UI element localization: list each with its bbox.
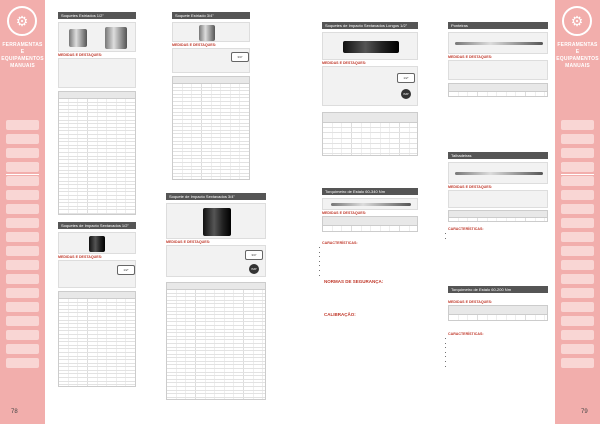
section-label: CARACTERÍSTICAS: (448, 332, 484, 336)
section-tab[interactable] (6, 204, 39, 214)
band-title: FERRAMENTAS E EQUIPAMENTOS MANUAIS (556, 42, 599, 69)
right-side-band (555, 0, 600, 424)
section-tabs (6, 120, 39, 372)
section-tab[interactable] (561, 176, 594, 186)
dimension-drawing: 1/2" IMP (322, 66, 418, 106)
spec-table (166, 282, 266, 400)
section-tab[interactable] (561, 134, 594, 144)
dimension-drawing (448, 60, 548, 80)
section-tab[interactable] (561, 344, 594, 354)
product-title: Soquetes Estriados 1/2" (58, 12, 136, 19)
feature-list (448, 337, 548, 369)
product-title: Torquímetro de Estalo 60-200 Nm (448, 286, 548, 293)
section-label: MEDIDAS E DESTAQUES: (448, 185, 493, 189)
section-label: MEDIDAS E DESTAQUES: (58, 53, 103, 57)
dimension-drawing (448, 190, 548, 208)
spec-table (448, 83, 548, 97)
spec-table (322, 216, 418, 232)
dimension-drawing: 3/4" IMP (166, 245, 266, 277)
product-image (58, 232, 136, 254)
section-label: MEDIDAS E DESTAQUES: (166, 240, 211, 244)
product-impact-sockets-12 (58, 222, 136, 387)
section-tabs (561, 120, 594, 372)
calibration-title: CALIBRAÇÃO: (324, 312, 356, 317)
product-image (322, 198, 418, 210)
feature-list (322, 246, 418, 278)
section-label: MEDIDAS E DESTAQUES: (58, 255, 103, 259)
section-tab[interactable] (6, 162, 39, 172)
section-label: MEDIDAS E DESTAQUES: (322, 61, 367, 65)
product-impact-sockets-34 (166, 193, 266, 400)
section-tab[interactable] (561, 190, 594, 200)
section-tab[interactable] (561, 232, 594, 242)
product-title: Torquímetro de Estalo 60-340 Nm (322, 188, 418, 195)
left-side-band (0, 0, 45, 424)
product-torque-wrench-200 (448, 286, 548, 369)
product-image (448, 162, 548, 184)
section-tab[interactable] (6, 232, 39, 242)
section-tab[interactable] (6, 274, 39, 284)
section-tab[interactable] (561, 120, 594, 130)
product-torque-wrench-340 (322, 188, 418, 278)
spec-table (448, 210, 548, 222)
dimension-drawing: 3/4" (172, 48, 250, 73)
section-tab[interactable] (561, 246, 594, 256)
section-tab[interactable] (6, 218, 39, 228)
product-sockets-12 (58, 12, 136, 215)
safety-notes (324, 278, 416, 338)
section-tab[interactable] (6, 344, 39, 354)
section-label: MEDIDAS E DESTAQUES: (448, 300, 493, 304)
section-tab[interactable] (6, 120, 39, 130)
product-image (166, 203, 266, 239)
product-title: Soquetes de Impacto Sextavados 1/2" (58, 222, 136, 229)
section-tab[interactable] (6, 246, 39, 256)
section-label: CARACTERÍSTICAS: (322, 241, 358, 245)
spec-table (172, 76, 250, 180)
spec-table (322, 112, 418, 156)
section-tab[interactable] (6, 302, 39, 312)
section-tab[interactable] (561, 162, 594, 172)
section-label: MEDIDAS E DESTAQUES: (448, 55, 493, 59)
section-tab[interactable] (6, 358, 39, 368)
section-tab[interactable] (6, 134, 39, 144)
safety-text (324, 285, 416, 305)
section-label: MEDIDAS E DESTAQUES: (172, 43, 217, 47)
gear-logo-icon: ⚙ (562, 6, 592, 36)
section-tab[interactable] (561, 260, 594, 270)
section-tab[interactable] (6, 316, 39, 326)
dimension-drawing: 1/2" (58, 260, 136, 288)
section-tab[interactable] (6, 176, 39, 186)
section-tab[interactable] (561, 316, 594, 326)
page-number-right: 79 (581, 409, 588, 415)
spec-table (58, 91, 136, 215)
spec-table (58, 291, 136, 387)
product-image (58, 22, 136, 52)
dimension-drawing (58, 58, 136, 88)
safety-title: NORMAS DE SEGURANÇA: (324, 279, 384, 284)
product-title: Soquete Estriado 3/4" (172, 12, 250, 19)
section-tab[interactable] (6, 330, 39, 340)
section-tab[interactable] (561, 358, 594, 368)
calibration-text (324, 318, 416, 338)
section-tab[interactable] (561, 274, 594, 284)
product-chisels (448, 152, 548, 241)
section-tab[interactable] (561, 148, 594, 158)
product-image (448, 32, 548, 54)
section-tab[interactable] (6, 148, 39, 158)
spec-table (448, 305, 548, 321)
section-label: CARACTERÍSTICAS: (448, 227, 484, 231)
product-title: Soquetes de Impacto Sextavados Longos 1/2" (322, 22, 418, 29)
section-tab[interactable] (6, 288, 39, 298)
product-title: Soquete de Impacto Sextavados 3/4" (166, 193, 266, 200)
gear-logo-icon: ⚙ (7, 6, 37, 36)
product-long-impact-sockets (322, 22, 418, 156)
page-number-left: 78 (11, 409, 18, 415)
product-chisel-points (448, 22, 548, 97)
section-tab[interactable] (561, 218, 594, 228)
section-tab[interactable] (6, 190, 39, 200)
section-tab[interactable] (6, 260, 39, 270)
section-tab[interactable] (561, 204, 594, 214)
product-title: Ponteiras (448, 22, 548, 29)
band-title: FERRAMENTAS E EQUIPAMENTOS MANUAIS (1, 42, 44, 69)
product-title: Talhadeiras (448, 152, 548, 159)
section-label: MEDIDAS E DESTAQUES: (322, 211, 367, 215)
section-tab[interactable] (561, 330, 594, 340)
feature-list (448, 232, 548, 241)
section-tab[interactable] (561, 288, 594, 298)
product-sockets-34 (172, 12, 250, 180)
section-tab[interactable] (561, 302, 594, 312)
product-image (322, 32, 418, 60)
product-image (172, 22, 250, 42)
